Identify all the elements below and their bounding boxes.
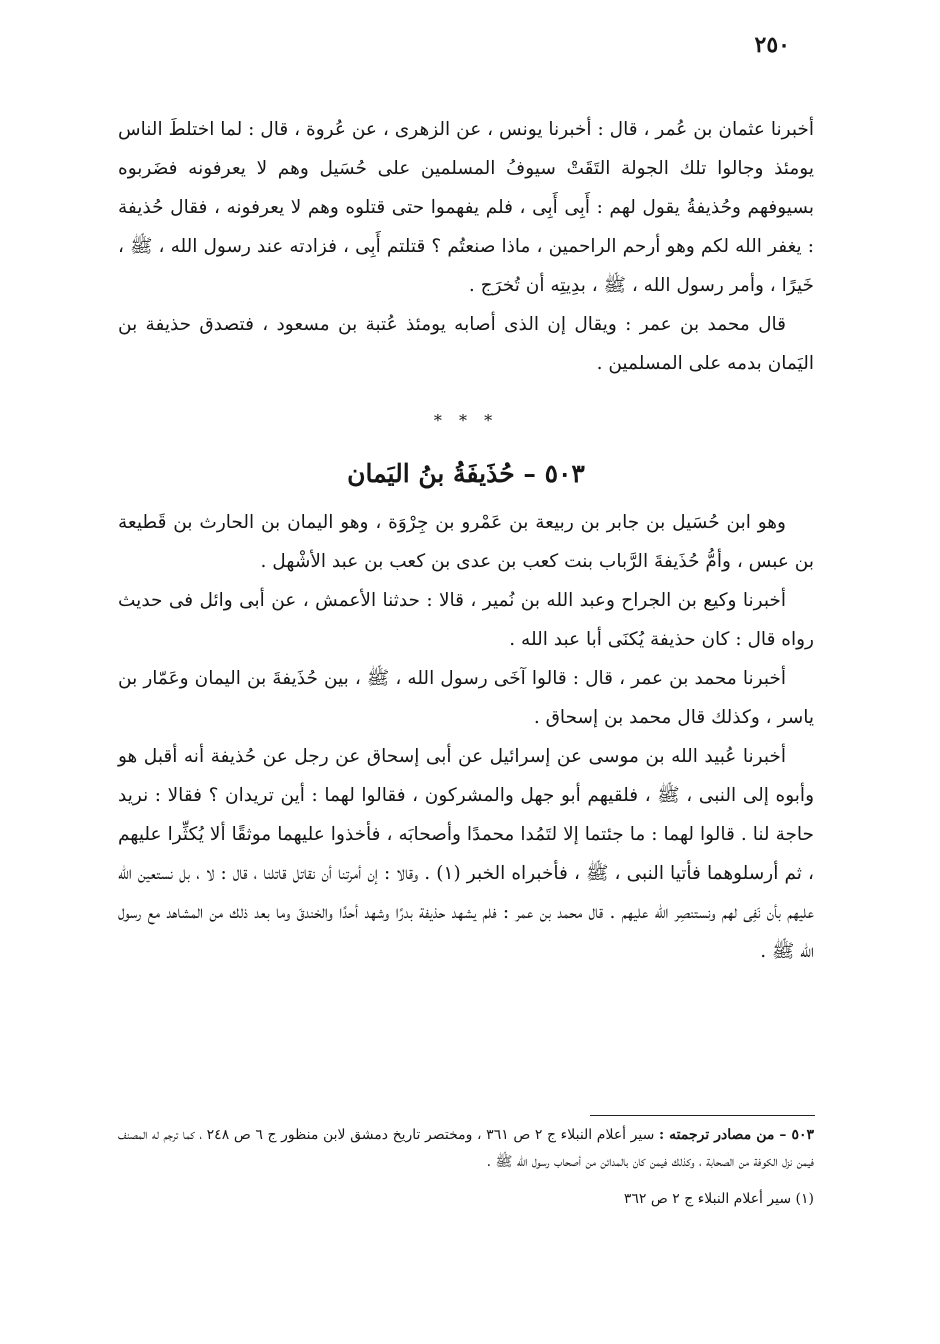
paragraph: قال محمد بن عمر : ويقال إن الذى أصابه يومئذ عُتبة بن مسعود ، فتصدق حذيفة بن اليَمان بدمه على المسلمين .: [118, 314, 814, 374]
paragraph: أخبرنا عثمان بن عُمر ، قال : أخبرنا يونس ، عن الزهرى ، عن عُروة ، قال : لما اختلطَ الناس يومئذ وجالوا تلك الجولة التَقَتْ سيوفُ المسلمين على حُسَيل وهم لا يعرفونه فضَربوه بسيوفهم وحُذيفةُ يقول لهم : أَبِى أَبِى ، فلم يفهموا حتى قتلوه وهم لا يعرفونه ، فقال حُذيفة : يغفر الله لكم وهو أرحم الراحمين ، ماذا صنعتُم ؟ قتلتم أَبِى ، فزادته عند رسول الله ، ﷺ ، خَيرًا ، وأمر رسول الله ، ﷺ ، بدِيتِه أن تُخرَج .: [118, 119, 814, 296]
section-separator: * * *: [433, 411, 499, 430]
paragraph: أخبرنا عُبيد الله بن موسى عن إسرائيل عن أبى إسحاق عن رجل عن حُذيفة أنه أقبل هو وأبوه إلى النبى ، ﷺ ، فلقيهم أبو جهل والمشركون ، فقالوا لهما : أين تريدان ؟ فقالا : نريد حاجة لنا . قالوا لهما : ما جئتما إلا لتَمُدا محمدًا وأصحابَه ، فأخذوا عليهما موثقًا ألا يُكثِّرا عليهم ، ثم أرسلوهما فأتيا النبى ، ﷺ ، فأخبراه الخبر (١) . وقالا : إن أمرتنا أن نقاتل قاتلنا ، قال : لا ، بل نستعين الله عليهم بأن نَفِى لهم ونستنصِر الله عليهم . قال محمد بن عمر : فلم يشهد حذيفة بدرًا وشهد أحدًا والخندقَ وما بعد ذلك من المشاهد مع رسول الله ﷺ .: [118, 746, 814, 962]
page-number: ٢٥٠: [754, 32, 790, 58]
section-title: ٥٠٣ – حُذَيفَةُ بنُ اليَمان: [347, 459, 585, 488]
footnote-sources: [118, 1122, 814, 1176]
main-text: [118, 110, 814, 971]
paragraph: وهو ابن حُسَيل بن جابر بن ربيعة بن عَمْرو بن جِرْوَة ، وهو اليمان بن الحارث بن قَطيعة بن عبس ، وأمُّ حُذَيفةَ الرَّباب بنت كعب بن عدى بن كعب بن عبد الأشْهل .: [118, 512, 814, 572]
footnote-sources-head: ٥٠٣ – من مصادر ترجمته :: [658, 1127, 814, 1143]
footnotes: [118, 1122, 814, 1213]
paragraph: أخبرنا وكيع بن الجراح وعبد الله بن نُمير ، قالا : حدثنا الأعمش ، عن أبى وائل فى حديث رواه قال : كان حذيفة يُكنَى أبا عبد الله .: [118, 590, 814, 650]
footnote-1: (١) سير أعلام النبلاء ج ٢ ص ٣٦٢: [623, 1191, 814, 1207]
footnote-sources-text: سير أعلام النبلاء ج ٢ ص ٣٦١ ، ومختصر تاريخ دمشق لابن منظور ج ٦ ص ٢٤٨ ، كما ترجم له المصنف فيمن نزل الكوفة من الصحابة ، وكذلك فيمن كان بالمدائن من أصحاب رسول الله ﷺ .: [118, 1127, 814, 1170]
paragraph: أخبرنا محمد بن عمر ، قال : قالوا آخَى رسول الله ، ﷺ ، بين حُذَيفةَ بن اليمان وعَمّار بن ياسر ، وكذلك قال محمد بن إسحاق .: [118, 668, 814, 728]
footnote-divider: [590, 1115, 815, 1116]
